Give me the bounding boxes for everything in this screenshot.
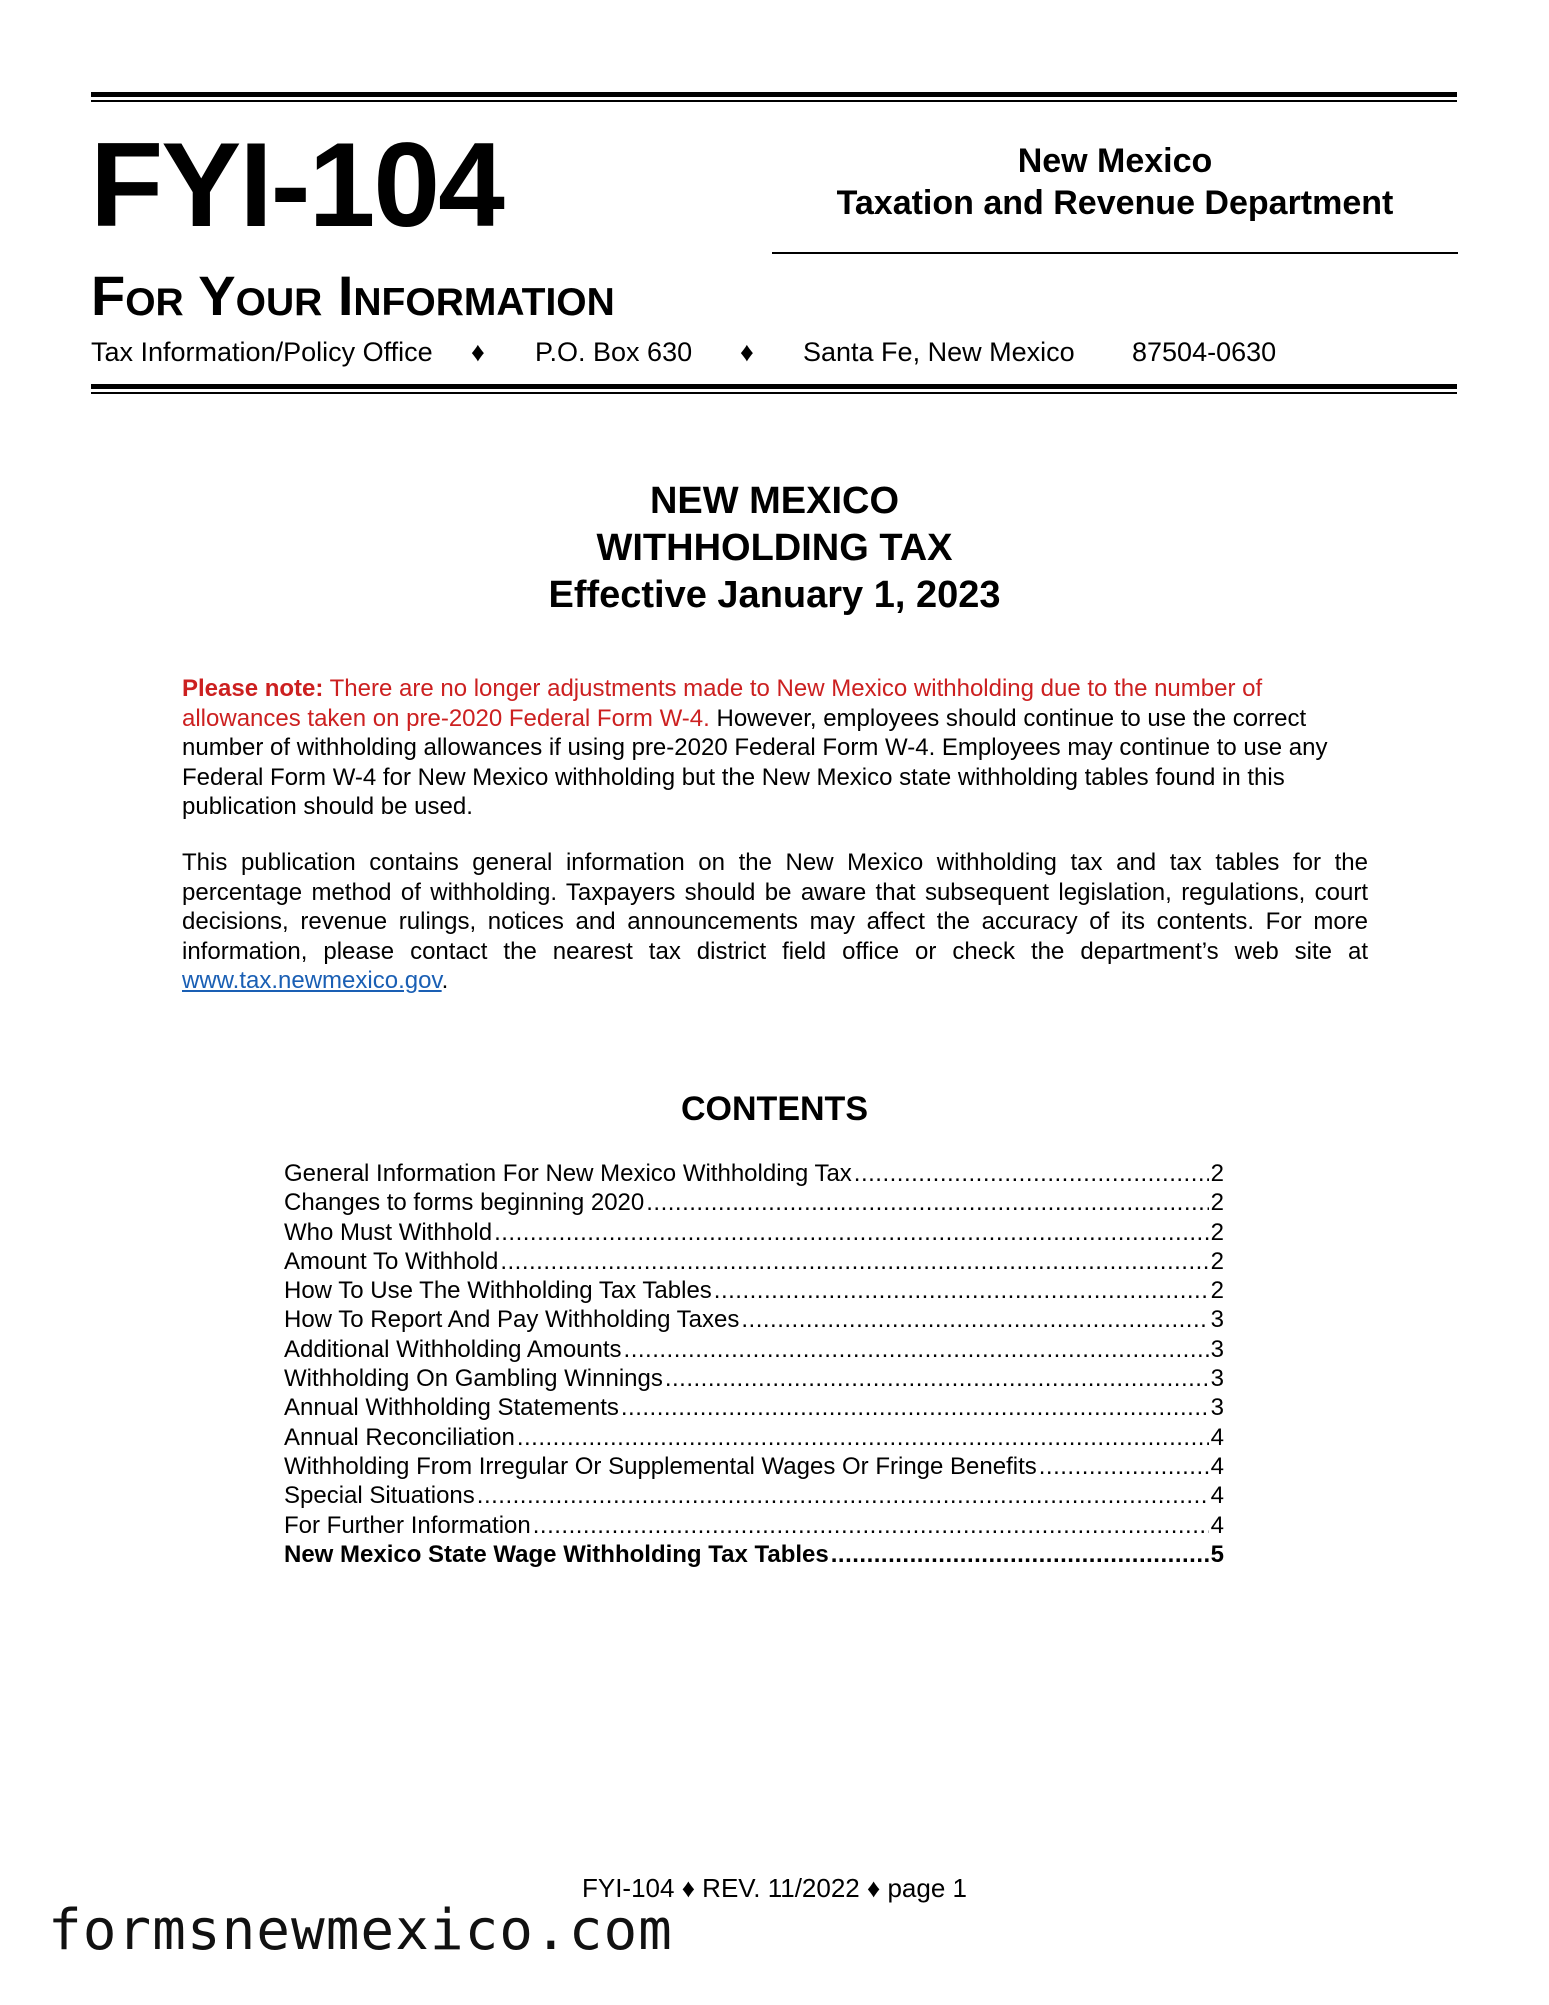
department-name [765, 140, 1465, 224]
note-paragraph [182, 674, 1368, 822]
series-title: For Your Information [91, 264, 615, 327]
toc-item[interactable] [284, 1393, 1224, 1422]
toc-leader-dots [621, 1393, 1209, 1422]
title-line-3: Effective January 1, 2023 [548, 574, 1001, 616]
header-top-rule-thin [91, 100, 1457, 102]
toc-item-title: Amount To Withhold [284, 1247, 499, 1275]
toc-item-page: 5 [1210, 1540, 1224, 1568]
toc-item[interactable] [284, 1481, 1224, 1510]
toc-leader-dots [665, 1364, 1209, 1393]
toc-item-title: New Mexico State Wage Withholding Tax Tables [284, 1540, 829, 1568]
toc-leader-dots [517, 1423, 1209, 1452]
toc-item-title: Withholding On Gambling Winnings [284, 1365, 663, 1393]
toc-item[interactable] [284, 1159, 1224, 1188]
header-bottom-rule-thick [91, 384, 1457, 389]
office-name: Tax Information/Policy Office [91, 337, 433, 367]
toc-item[interactable] [284, 1305, 1224, 1334]
toc-item-page: 4 [1210, 1423, 1224, 1451]
toc-item-page: 4 [1210, 1452, 1224, 1480]
document-title [0, 478, 1549, 619]
separator-diamond-1: ♦ [471, 337, 485, 367]
toc-item-title: Special Situations [284, 1482, 475, 1510]
header-top-rule-thick [91, 92, 1457, 97]
toc-item-title: Annual Withholding Statements [284, 1394, 619, 1422]
watermark-text: formsnewmexico.com [48, 1898, 673, 1963]
header-bottom-rule-thin [91, 392, 1457, 394]
toc-leader-dots [477, 1481, 1209, 1510]
toc-item-page: 3 [1210, 1335, 1224, 1363]
toc-item-page: 2 [1210, 1247, 1224, 1275]
intro-end: . [441, 967, 449, 994]
toc-item[interactable] [284, 1511, 1224, 1540]
toc-leader-dots [741, 1305, 1208, 1334]
toc-item-title: For Further Information [284, 1511, 531, 1539]
city: Santa Fe, New Mexico [803, 337, 1075, 367]
toc-item-page: 3 [1210, 1365, 1224, 1393]
toc-leader-dots [714, 1276, 1209, 1305]
note-red-text: There are no longer adjustments made to New Mexico withholding due to the number of allowances taken on pre-2020 Federal Form W-4. [182, 675, 1263, 732]
separator-diamond-2: ♦ [740, 337, 754, 367]
page-footer: FYI-104 ♦ REV. 11/2022 ♦ page 1 [581, 1873, 967, 1903]
title-line-1: NEW MEXICO [649, 480, 900, 522]
toc-item-title: Changes to forms beginning 2020 [284, 1189, 645, 1217]
toc-item-page: 2 [1210, 1218, 1224, 1246]
toc-leader-dots [646, 1188, 1208, 1217]
website-link[interactable]: www.tax.newmexico.gov [182, 967, 442, 994]
department-line-2: Taxation and Revenue Department [836, 184, 1394, 222]
department-line-1: New Mexico [1017, 142, 1213, 180]
toc-item[interactable] [284, 1218, 1224, 1247]
toc-leader-dots [624, 1335, 1209, 1364]
form-number: FYI-104 [90, 118, 503, 252]
contents-heading: CONTENTS [681, 1090, 868, 1128]
note-label: Please note: [182, 675, 324, 702]
note-black-text: However, employees should continue to use the correct number of withholding allowances if using pre-2020 Federal Form W-4. Employees may continue to use any Federal Form W-4 for New Mexico withholding but the New Mexico state withholding tables found in this publication should be used. [182, 704, 1328, 820]
toc-item-page: 3 [1210, 1394, 1224, 1422]
toc-item[interactable] [284, 1364, 1224, 1393]
toc-item-page: 3 [1210, 1306, 1224, 1334]
toc-item[interactable] [284, 1423, 1224, 1452]
toc-item-title: Annual Reconciliation [284, 1423, 515, 1451]
toc-item[interactable] [284, 1276, 1224, 1305]
toc-leader-dots [831, 1540, 1209, 1569]
toc-leader-dots [494, 1218, 1209, 1247]
toc-item[interactable] [284, 1188, 1224, 1217]
toc-item-title: How To Report And Pay Withholding Taxes [284, 1306, 740, 1334]
toc-item-title: Additional Withholding Amounts [284, 1335, 622, 1363]
toc-item[interactable] [284, 1452, 1224, 1481]
toc-leader-dots [533, 1511, 1209, 1540]
toc-leader-dots [854, 1159, 1209, 1188]
toc-item-page: 2 [1210, 1277, 1224, 1305]
toc-item-page: 2 [1210, 1160, 1224, 1187]
toc-item-page: 4 [1210, 1482, 1224, 1510]
toc-item-page: 2 [1210, 1189, 1224, 1217]
toc-item[interactable] [284, 1540, 1224, 1569]
toc-leader-dots [500, 1247, 1208, 1276]
toc-item[interactable] [284, 1335, 1224, 1364]
table-of-contents [284, 1159, 1224, 1569]
toc-item-title: How To Use The Withholding Tax Tables [284, 1277, 712, 1305]
toc-item-title: Who Must Withhold [284, 1218, 493, 1246]
zip-code: 87504-0630 [1132, 337, 1277, 367]
toc-item-page: 4 [1210, 1511, 1224, 1539]
title-line-2: WITHHOLDING TAX [596, 527, 953, 569]
toc-item[interactable] [284, 1247, 1224, 1276]
toc-item-title: Withholding From Irregular Or Supplemental Wages Or Fringe Benefits [284, 1452, 1037, 1480]
po-box: P.O. Box 630 [535, 337, 693, 367]
intro-text: This publication contains general information on the New Mexico withholding tax and tax tables for the percentage method of withholding. Taxpayers should be aware that subsequent legislation, regulations, court decisions, revenue rulings, notices and announcements may affect the accuracy of its contents. For more information, please contact the nearest tax district field office or check the department’s web site at [182, 849, 1368, 965]
toc-leader-dots [1039, 1452, 1209, 1481]
department-underline [772, 252, 1458, 254]
toc-item-title: General Information For New Mexico Withholding Tax [284, 1160, 852, 1187]
intro-paragraph [182, 848, 1368, 996]
